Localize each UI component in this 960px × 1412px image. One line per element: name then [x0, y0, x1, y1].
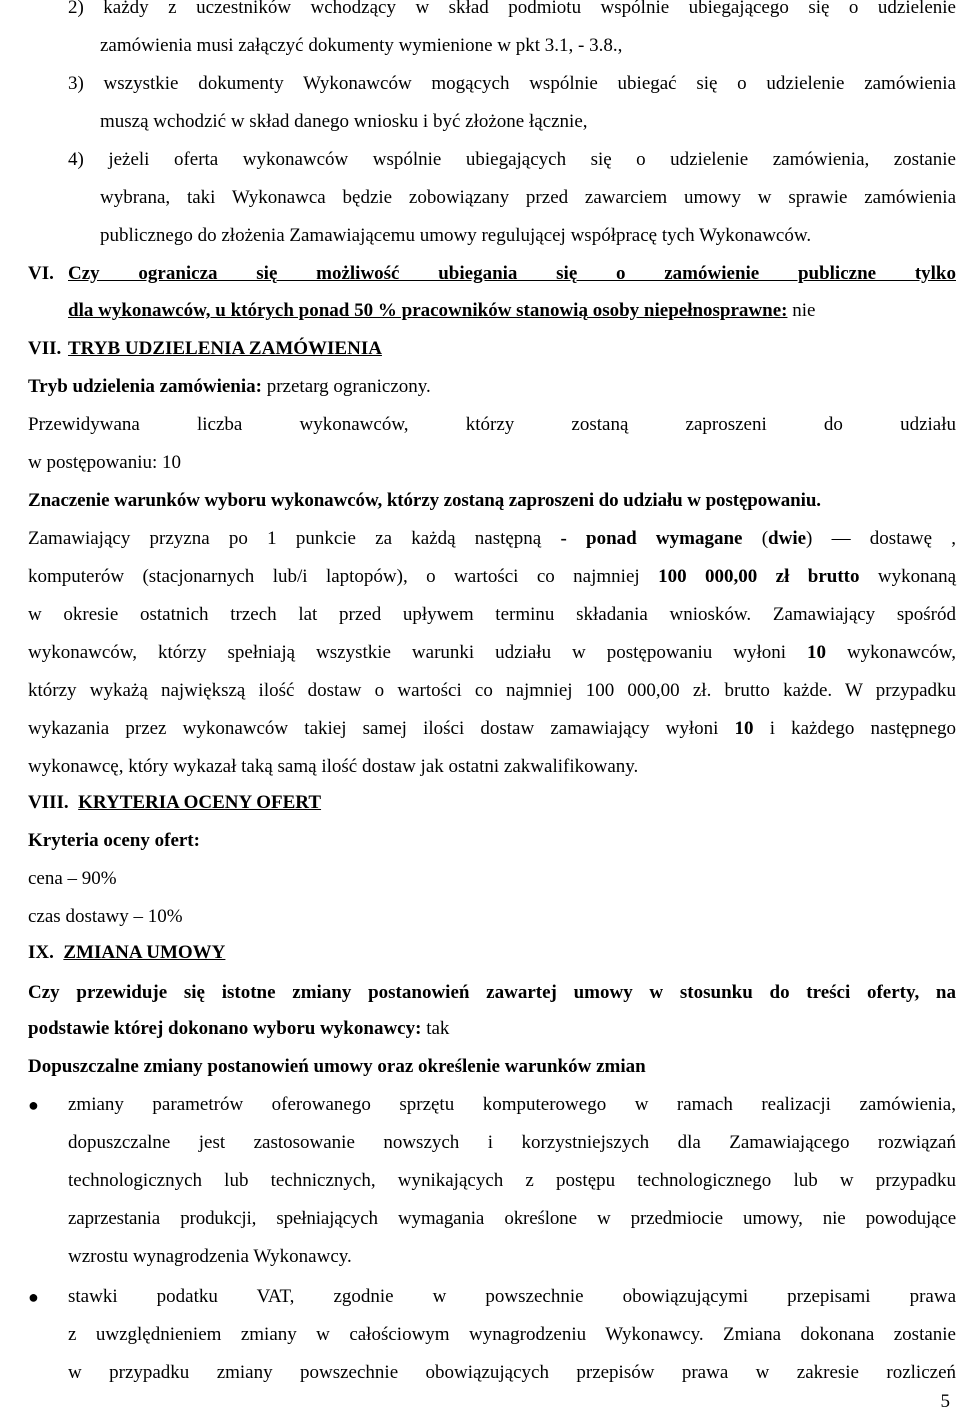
section-6-question-line-2: dla wykonawców, u których ponad 50 % pracowników stanowią osoby niepełnosprawne: nie	[68, 300, 816, 321]
criteria-para-line-7: wykonawcę, który wykazał taką samą ilość dostaw jak ostatni zakwalifikowany.	[28, 756, 639, 777]
section-6-number: VI.	[28, 263, 54, 284]
bullet-2-icon: ●	[28, 1287, 39, 1307]
section-7-title: TRYB UDZIELENIA ZAMÓWIENIA	[68, 338, 382, 359]
section-8-title: KRYTERIA OCENY OFERT	[78, 792, 322, 813]
amendment-question-line-1: Czy przewiduje się istotne zmiany postanowień zawartej umowy w stosunku do treści oferty, na	[28, 982, 956, 1003]
criterion-price: cena – 90%	[28, 868, 117, 889]
bullet-1-line-1: zmiany parametrów oferowanego sprzętu komputerowego w ramach realizacji zamówienia,	[68, 1094, 956, 1115]
amendment-answer: tak	[426, 1018, 450, 1039]
list-item-4-line-2: wybrana, taki Wykonawca będzie zobowiązany przed zawarciem umowy w sprawie zamówienia	[100, 187, 956, 208]
evaluation-criteria-label: Kryteria oceny ofert:	[28, 830, 200, 851]
expected-contractors-line-2: w postępowaniu: 10	[28, 452, 182, 473]
criteria-para-line-2: komputerów (stacjonarnych lub/i laptopów), o wartości co najmniej 100 000,00 zł brutto wykonaną	[28, 566, 957, 587]
page-number: 5	[940, 1391, 950, 1412]
criteria-para-line-3: w okresie ostatnich trzech lat przed upływem terminu składania wniosków. Zamawiający spośród	[28, 604, 956, 625]
section-6-question-line-1: Czy ogranicza się możliwość ubiegania się o zamówienie publiczne tylko	[68, 263, 956, 284]
bullet-2-line-2: z uwzględnieniem zmiany w całościowym wynagrodzeniu Wykonawcy. Zmiana dokonana zostanie	[68, 1324, 956, 1345]
allowed-changes-heading: Dopuszczalne zmiany postanowień umowy oraz określenie warunków zmian	[28, 1056, 646, 1077]
section-9-number: IX.	[28, 942, 54, 963]
expected-contractors-line-1: Przewidywana liczba wykonawców, którzy zostaną zaproszeni do udziału	[28, 414, 956, 435]
list-item-3-line-2: muszą wchodzić w skład danego wniosku i być złożone łącznie,	[100, 111, 588, 132]
amendment-question-line-2: podstawie której dokonano wyboru wykonawcy: tak	[28, 1018, 450, 1039]
bullet-1-line-5: wzrostu wynagrodzenia Wykonawcy.	[68, 1246, 352, 1267]
expected-contractors-count: 10	[162, 452, 182, 473]
procurement-mode: Tryb udzielenia zamówienia: przetarg ograniczony.	[28, 376, 431, 397]
section-6-answer: nie	[792, 300, 816, 321]
section-9-title: ZMIANA UMOWY	[63, 942, 226, 963]
list-item-4-line-1: 4) jeżeli oferta wykonawców wspólnie ubiegających się o udzielenie zamówienia, zostanie	[68, 149, 956, 170]
bullet-2-line-1: stawki podatku VAT, zgodnie w powszechnie obowiązującymi przepisami prawa	[68, 1286, 956, 1307]
bullet-2-line-3: w przypadku zmiany powszechnie obowiązujących przepisów prawa w zakresie rozliczeń	[68, 1362, 956, 1383]
bullet-1-line-2: dopuszczalne jest zastosowanie nowszych i korzystniejszych dla Zamawiającego rozwiązań	[68, 1132, 956, 1153]
criteria-para-line-5: którzy wykażą największą ilość dostaw o wartości co najmniej 100 000,00 zł. brutto każde. W przypadku	[28, 680, 956, 701]
list-item-4-line-3: publicznego do złożenia Zamawiającemu umowy regulującej współpracę tych Wykonawców.	[100, 225, 812, 246]
bullet-1-line-4: zaprzestania produkcji, spełniających wymagania określone w przedmiocie umowy, nie powodujące	[68, 1208, 956, 1229]
bullet-1-icon: ●	[28, 1095, 39, 1115]
selection-criteria-heading: Znaczenie warunków wyboru wykonawców, którzy zostaną zaproszeni do udziału w postępowaniu.	[28, 490, 821, 511]
criterion-delivery-time: czas dostawy – 10%	[28, 906, 183, 927]
criteria-para-line-1: Zamawiający przyzna po 1 punkcie za każdą następną - ponad wymagane (dwie) — dostawę ,	[28, 528, 957, 549]
section-7-number: VII.	[28, 338, 62, 359]
bullet-1-line-3: technologicznych lub technicznych, wynikających z postępu technologicznego lub w przypadku	[68, 1170, 956, 1191]
criteria-para-line-6: wykazania przez wykonawców takiej samej ilości dostaw zamawiający wyłoni 10 i każdego następnego	[28, 718, 957, 739]
section-8-heading	[28, 791, 321, 815]
list-item-3-line-1: 3) wszystkie dokumenty Wykonawców mogących wspólnie ubiegać się o udzielenie zamówienia	[68, 73, 956, 94]
section-8-number: VIII.	[28, 792, 69, 813]
section-9-heading	[28, 941, 225, 965]
list-item-2-line-2: zamówienia musi załączyć dokumenty wymienione w pkt 3.1, - 3.8.,	[100, 35, 623, 56]
criteria-para-line-4: wykonawców, którzy spełniają wszystkie warunki udziału w postępowaniu wyłoni 10 wykonawców,	[28, 642, 956, 663]
list-item-2-line-1: 2) każdy z uczestników wchodzący w skład podmiotu wspólnie ubiegającego się o udzielenie	[68, 0, 956, 18]
